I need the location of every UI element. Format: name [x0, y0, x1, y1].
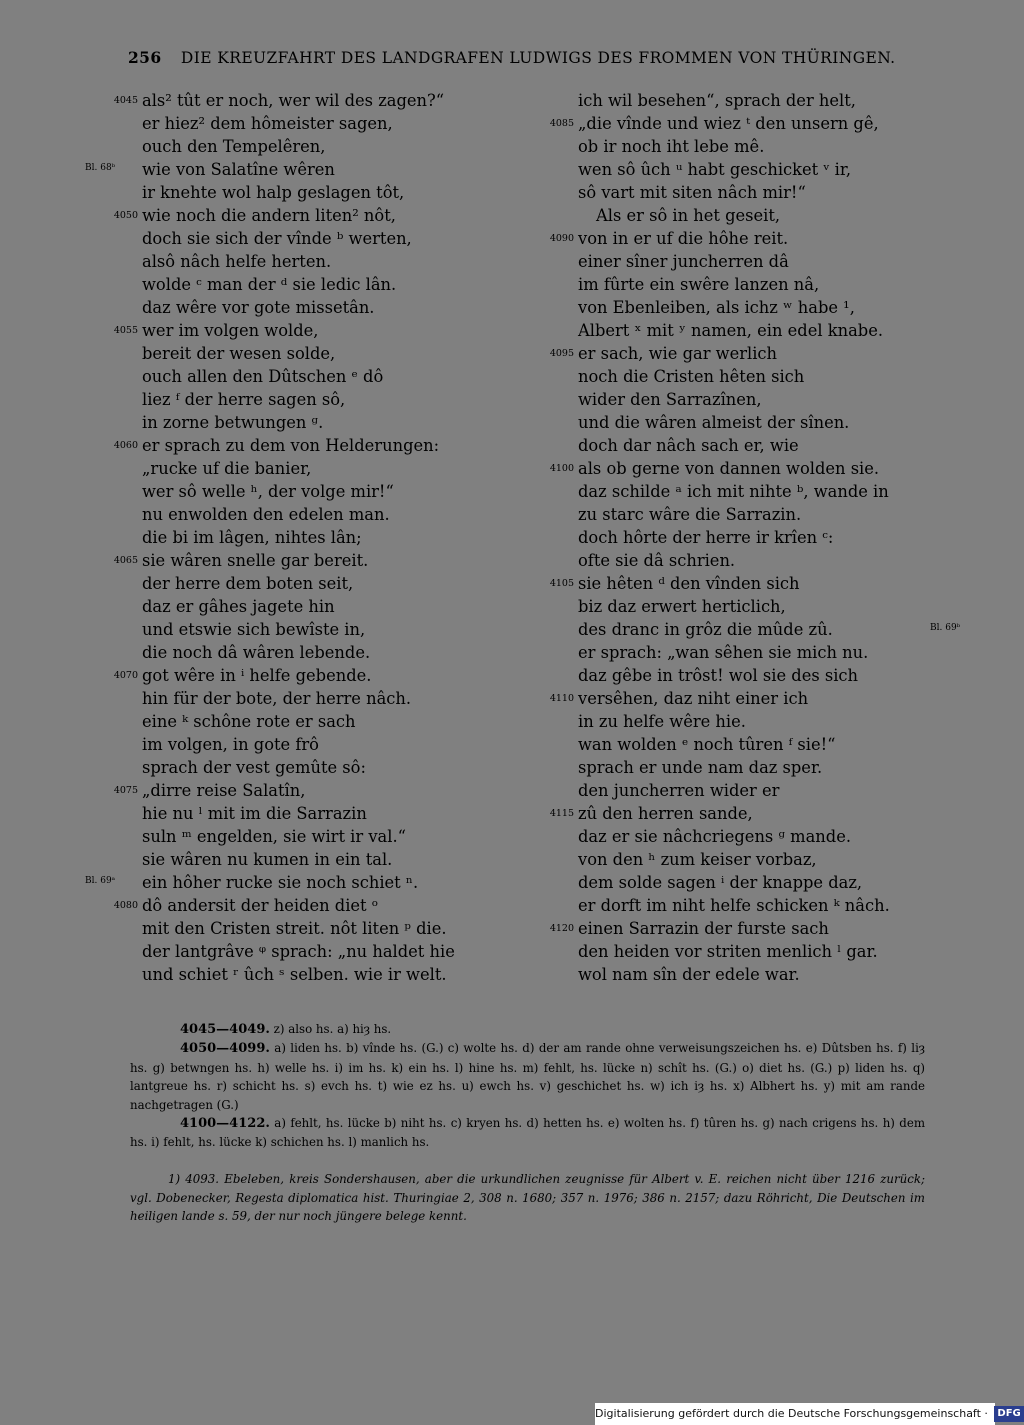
verse-text: sprach der vest gemûte sô: [142, 758, 366, 777]
verse-text: suln ᵐ engelden, sie wirt ir val.“ [142, 827, 406, 846]
line-number: 4120 [549, 923, 574, 934]
footnote-text: 1) 4093. Ebeleben, kreis Sondershausen, aber die urkundlichen zeugnisse für Albert v. E. reichen nicht über 1216 zurück; vgl. Dobenecker, Regesta diplomatica hist. Thuringiae 2, 308 n. 1680; 357 n. 1976; 386 n. 2157; dazu Röhricht, Die Deutschen im heiligen lande s. 59, der nur noch jüngere belege kennt. [130, 1172, 925, 1224]
verse-text: dem solde sagen ⁱ der knappe daz, [578, 873, 863, 892]
verse-line [522, 433, 922, 456]
verse-line [88, 433, 528, 456]
verse-line [522, 870, 922, 893]
line-number: 4105 [549, 578, 574, 589]
verse-line [522, 180, 922, 203]
line-number: 4100 [549, 463, 574, 474]
folio-note: Bl. 69ᵃ [85, 876, 116, 886]
verse-text: von in er uf die hôhe reit. [578, 229, 789, 248]
verse-text: ein hôher rucke sie noch schiet ⁿ. [142, 873, 419, 892]
verse-line [522, 502, 922, 525]
verse-line [88, 111, 528, 134]
verse-text: die noch dâ wâren lebende. [142, 643, 371, 662]
verse-line [88, 824, 528, 847]
verse-line [88, 778, 528, 801]
verse-line [522, 893, 922, 916]
verse-text: sô vart mit siten nâch mir!“ [578, 183, 806, 202]
verse-text: wie von Salatîne wêren [142, 160, 335, 179]
verse-text: als² tût er noch, wer wil des zagen?“ [142, 91, 445, 110]
line-number: 4110 [549, 693, 574, 704]
verse-text: wol nam sîn der edele war. [578, 965, 800, 984]
verse-text: dô andersit der heiden diet ᵒ [142, 896, 379, 915]
verse-text: Albert ˣ mit ʸ namen, ein edel knabe. [578, 321, 884, 340]
verse-line [522, 755, 922, 778]
verse-text: wen sô ûch ᵘ habt geschicket ᵛ ir, [578, 160, 852, 179]
verse-line [522, 939, 922, 962]
line-number: 4065 [113, 555, 138, 566]
verse-text: biz daz erwert herticlich, [578, 597, 786, 616]
verse-text: er sprach zu dem von Helderungen: [142, 436, 440, 455]
verse-line [522, 226, 922, 249]
verse-text: doch sie sich der vînde ᵇ werten, [142, 229, 412, 248]
running-title: DIE KREUZFAHRT DES LANDGRAFEN LUDWIGS DES FROMMEN VON THÜRINGEN. [180, 49, 896, 67]
verse-line [88, 295, 528, 318]
verse-text: liez ᶠ der herre sagen sô, [142, 390, 346, 409]
verse-line [88, 134, 528, 157]
verse-line [85, 157, 528, 180]
verse-line [522, 157, 922, 180]
verse-line [88, 686, 528, 709]
verse-text: noch die Cristen hêten sich [578, 367, 805, 386]
verse-text: bereit der wesen solde, [142, 344, 336, 363]
verse-line [522, 479, 922, 502]
verse-line [522, 594, 922, 617]
verse-text: „die vînde und wiez ᵗ den unsern gê, [578, 114, 879, 133]
verse-text: alsô nâch helfe herten. [142, 252, 332, 271]
verse-line [522, 341, 922, 364]
verse-line [88, 755, 528, 778]
verse-line [522, 663, 922, 686]
verse-line [88, 479, 528, 502]
verse-text: die bi im lâgen, nihtes lân; [142, 528, 362, 547]
verse-text: im fûrte ein swêre lanzen nâ, [578, 275, 820, 294]
running-header [128, 48, 896, 67]
verse-line [522, 525, 922, 548]
variant-entry [130, 1114, 925, 1152]
variant-entry [130, 1039, 925, 1114]
variant-range: 4100—4122. [180, 1116, 270, 1132]
verse-text: sie wâren snelle gar bereit. [142, 551, 369, 570]
verse-text: sie hêten ᵈ den vînden sich [578, 574, 800, 593]
verse-line [88, 249, 528, 272]
verse-line [88, 962, 528, 985]
verse-line [88, 594, 528, 617]
footnote [130, 1170, 925, 1226]
verse-text: ir knehte wol halp geslagen tôt, [142, 183, 405, 202]
line-number: 4050 [113, 210, 138, 221]
verse-line [522, 364, 922, 387]
line-number: 4085 [549, 118, 574, 129]
line-number: 4060 [113, 440, 138, 451]
verse-line [88, 732, 528, 755]
verse-column-left [85, 88, 528, 985]
verse-text: sprach er unde nam daz sper. [578, 758, 823, 777]
verse-line [522, 410, 922, 433]
verse-text: daz er sie nâchcriegens ᵍ mande. [578, 827, 852, 846]
verse-text: hie nu ˡ mit im die Sarrazin [142, 804, 367, 823]
line-number: 4115 [549, 808, 574, 819]
verse-text: versêhen, daz niht einer ich [578, 689, 809, 708]
verse-text: wie noch die andern liten² nôt, [142, 206, 396, 225]
variant-text: a) liden hs. b) vînde hs. (G.) c) wolte hs. d) der am rande ohne verweisungszeichen hs. e) Dûtsben hs. f) liȝ hs. g) betwngen hs. h) welle hs. i) im hs. k) ein hs. l) hine hs. m) fehlt, hs. lücke n) schît hs. (G.) o) diet hs. (G.) p) liden hs. q) lantgreue hs. r) schicht hs. s) evch hs. t) wie ez hs. u) ewch hs. v) geschichet hs. w) ich iȝ hs. x) Albhert hs. y) mit am rande nachgetragen (G.) [130, 1041, 925, 1112]
verse-text: daz wêre vor gote missetân. [142, 298, 375, 317]
verse-line [88, 387, 528, 410]
verse-line [88, 226, 528, 249]
verse-text: den heiden vor striten menlich ˡ gar. [578, 942, 878, 961]
page-number: 256 [128, 48, 162, 67]
verse-text: „dirre reise Salatîn, [142, 781, 306, 800]
verse-line [522, 111, 922, 134]
verse-text: in zu helfe wêre hie. [578, 712, 746, 731]
verse-line [88, 272, 528, 295]
verse-line [88, 939, 528, 962]
verse-text: von den ʰ zum keiser vorbaz, [578, 850, 817, 869]
verse-text: er sprach: „wan sêhen sie mich nu. [578, 643, 869, 662]
variant-text: z) also hs. a) hiȝ hs. [273, 1022, 392, 1036]
verse-text: in zorne betwungen ᵍ. [142, 413, 324, 432]
verse-text: im volgen, in gote frô [142, 735, 319, 754]
verse-text: Als er sô in het geseit, [596, 206, 781, 225]
verse-line [522, 318, 922, 341]
verse-text: des dranc in grôz die mûde zû. [578, 620, 833, 639]
verse-column-right [522, 88, 961, 985]
verse-text: wan wolden ᵉ noch tûren ᶠ sie!“ [578, 735, 836, 754]
verse-text: einen Sarrazin der furste sach [578, 919, 829, 938]
verse-text: der herre dem boten seit, [142, 574, 354, 593]
verse-text: doch dar nâch sach er, wie [578, 436, 799, 455]
verse-line [522, 88, 922, 111]
verse-line [88, 617, 528, 640]
verse-line [88, 502, 528, 525]
verse-text: der lantgrâve ᵠ sprach: „nu haldet hie [142, 942, 455, 961]
verse-line [522, 571, 922, 594]
verse-text: hin für der bote, der herre nâch. [142, 689, 412, 708]
verse-text: einer sîner juncherren dâ [578, 252, 789, 271]
line-number: 4075 [113, 785, 138, 796]
dfg-logo-icon: DFG [994, 1406, 1023, 1422]
verse-text: daz schilde ᵃ ich mit nihte ᵇ, wande in [578, 482, 889, 501]
verse-text: ob ir noch iht lebe mê. [578, 137, 765, 156]
line-number: 4080 [113, 900, 138, 911]
verse-text: daz er gâhes jagete hin [142, 597, 335, 616]
verse-line [88, 203, 528, 226]
verse-text: als ob gerne von dannen wolden sie. [578, 459, 880, 478]
verse-text: und die wâren almeist der sînen. [578, 413, 850, 432]
folio-note: Bl. 69ᵇ [930, 623, 961, 633]
verse-line [522, 640, 922, 663]
verse-text: doch hôrte der herre ir krîen ᶜ: [578, 528, 834, 547]
verse-line [522, 456, 922, 479]
verse-line [522, 801, 922, 824]
verse-line [88, 410, 528, 433]
verse-line [88, 318, 528, 341]
verse-text: sie wâren nu kumen in ein tal. [142, 850, 393, 869]
verse-line [88, 847, 528, 870]
verse-line [522, 962, 922, 985]
verse-line [88, 180, 528, 203]
verse-line [88, 525, 528, 548]
line-number: 4095 [549, 348, 574, 359]
line-number: 4045 [113, 95, 138, 106]
verse-text: und etswie sich bewîste in, [142, 620, 366, 639]
verse-line [88, 341, 528, 364]
verse-line [522, 272, 922, 295]
verse-line [88, 456, 528, 479]
verse-text: wer sô welle ʰ, der volge mir!“ [142, 482, 394, 501]
verse-line [88, 640, 528, 663]
verse-line [522, 686, 922, 709]
line-number: 4055 [113, 325, 138, 336]
verse-line [522, 778, 922, 801]
verse-text: wider den Sarrazînen, [578, 390, 762, 409]
verse-text: er sach, wie gar werlich [578, 344, 778, 363]
variant-apparatus [130, 1020, 925, 1152]
verse-text: ich wil besehen“, sprach der helt, [578, 91, 856, 110]
verse-line [88, 663, 528, 686]
folio-note: Bl. 68ᵇ [85, 163, 116, 173]
verse-text: daz gêbe in trôst! wol sie des sich [578, 666, 859, 685]
variant-range: 4050—4099. [180, 1041, 270, 1057]
credit-text: Digitalisierung gefördert durch die Deutsche Forschungsgemeinschaft · [595, 1407, 988, 1420]
verse-text: ofte sie dâ schrien. [578, 551, 736, 570]
line-number: 4070 [113, 670, 138, 681]
verse-line [88, 893, 528, 916]
verse-line [522, 709, 922, 732]
verse-text: von Ebenleiben, als ichz ʷ habe ¹, [578, 298, 855, 317]
variant-text: a) fehlt, hs. lücke b) niht hs. c) kryen hs. d) hetten hs. e) wolten hs. f) tûren hs. g) nach crigens hs. h) dem hs. i) fehlt, hs. lücke k) schichen hs. l) manlich hs. [130, 1116, 926, 1150]
verse-line [522, 617, 961, 640]
verse-line [522, 134, 922, 157]
verse-text: wolde ᶜ man der ᵈ sie ledic lân. [142, 275, 397, 294]
verse-line [522, 916, 922, 939]
verse-line [522, 387, 922, 410]
verse-line [88, 88, 528, 111]
verse-line [88, 801, 528, 824]
verse-line [88, 709, 528, 732]
verse-line [88, 548, 528, 571]
verse-text: got wêre in ⁱ helfe gebende. [142, 666, 372, 685]
verse-line [522, 824, 922, 847]
verse-text: und schiet ʳ ûch ˢ selben. wie ir welt. [142, 965, 447, 984]
verse-text: den juncherren wider er [578, 781, 780, 800]
verse-text: er hiez² dem hômeister sagen, [142, 114, 393, 133]
variant-range: 4045—4049. [180, 1022, 270, 1037]
verse-line [88, 364, 528, 387]
verse-line [88, 571, 528, 594]
verse-line [522, 249, 922, 272]
verse-text: „rucke uf die banier, [142, 459, 312, 478]
verse-text: mit den Cristen streit. nôt liten ᵖ die. [142, 919, 447, 938]
verse-text: zu starc wâre die Sarrazin. [578, 505, 802, 524]
verse-line [522, 295, 922, 318]
verse-line [85, 870, 528, 893]
verse-text: wer im volgen wolde, [142, 321, 319, 340]
verse-line [522, 732, 922, 755]
verse-text: ouch allen den Dûtschen ᵉ dô [142, 367, 384, 386]
verse-text: eine ᵏ schône rote er sach [142, 712, 356, 731]
verse-text: er dorft im niht helfe schicken ᵏ nâch. [578, 896, 890, 915]
verse-line [88, 916, 528, 939]
verse-line [522, 847, 922, 870]
verse-text: zû den herren sande, [578, 804, 753, 823]
verse-line [522, 548, 922, 571]
variant-entry [130, 1020, 925, 1039]
verse-text: ouch den Tempelêren, [142, 137, 326, 156]
verse-text: nu enwolden den edelen man. [142, 505, 390, 524]
line-number: 4090 [549, 233, 574, 244]
digitization-credit [595, 1403, 1021, 1425]
verse-line [522, 203, 922, 226]
